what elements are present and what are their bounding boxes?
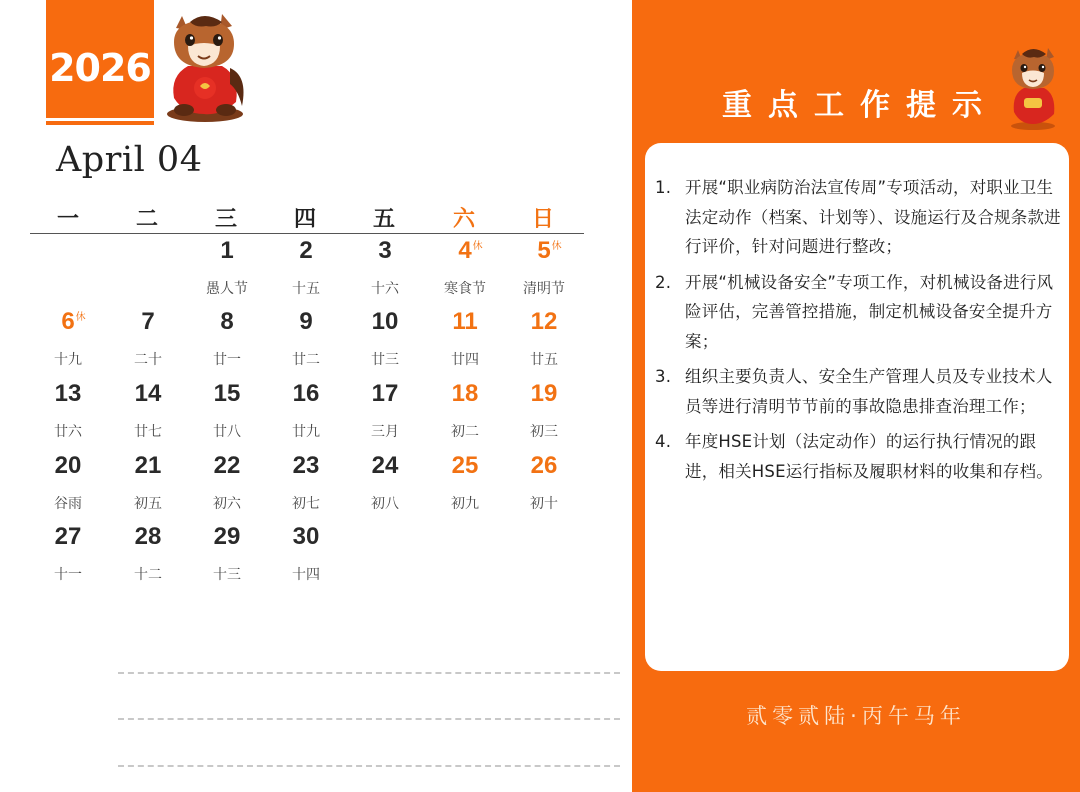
- day-cell[interactable]: [509, 236, 579, 298]
- day-number: 2: [299, 237, 313, 264]
- day-cell[interactable]: [509, 451, 579, 513]
- horse-mascot-small-icon: [1004, 42, 1062, 130]
- lunar-label: 初九: [451, 496, 479, 512]
- year-text: 2026: [49, 46, 151, 90]
- day-number: 23: [292, 452, 320, 479]
- lunar-label: 十四: [292, 567, 320, 583]
- lunar-label: 十一: [54, 567, 82, 583]
- day-cell[interactable]: [33, 522, 103, 584]
- day-cell[interactable]: [192, 236, 262, 298]
- lunar-label: 谷雨: [54, 496, 82, 512]
- day-cell[interactable]: [509, 307, 579, 369]
- day-cell[interactable]: [192, 451, 262, 513]
- year-underline: [46, 121, 154, 125]
- day-cell[interactable]: [192, 379, 262, 441]
- day-number: 13: [54, 380, 82, 407]
- day-number: 3: [378, 237, 392, 264]
- day-cell[interactable]: [192, 522, 262, 584]
- lunar-label: 清明节: [523, 281, 565, 297]
- year-badge: [46, 0, 154, 118]
- day-number: 7: [141, 308, 155, 335]
- day-number: 9: [299, 308, 313, 335]
- day-number: 24: [371, 452, 399, 479]
- lunar-label: 十五: [292, 281, 320, 297]
- rest-mark: 休: [472, 241, 483, 252]
- rest-mark: 休: [75, 312, 86, 323]
- lunar-label: 廿三: [371, 352, 399, 368]
- lunar-label: 十三: [213, 567, 241, 583]
- day-number: 8: [220, 308, 234, 335]
- day-number: 15: [213, 380, 241, 407]
- day-cell[interactable]: [192, 307, 262, 369]
- day-number: 21: [134, 452, 162, 479]
- weekday-thu: 四: [293, 207, 316, 232]
- day-cell[interactable]: [113, 522, 183, 584]
- day-cell[interactable]: [350, 236, 420, 298]
- lunar-label: 二十: [134, 352, 162, 368]
- day-number: 17: [371, 380, 399, 407]
- day-number: 10: [371, 308, 399, 335]
- tip-item: [655, 362, 1065, 421]
- day-cell: [33, 236, 103, 298]
- weekday-sun: 日: [531, 207, 554, 232]
- day-number: 6 休: [33, 307, 103, 337]
- day-cell[interactable]: [271, 451, 341, 513]
- tip-text: 开展“职业病防治法宣传周”专项活动，对职业卫生法定动作（档案、计划等）、设施运行及合规条款进行评价，针对问题进行整改；: [685, 178, 1061, 256]
- weekday-mon: 一: [56, 207, 79, 232]
- day-number: 29: [213, 523, 241, 550]
- tip-item: [655, 268, 1065, 357]
- day-number: 14: [134, 380, 162, 407]
- lunar-label: 寒食节: [444, 281, 486, 297]
- weekday-sat: 六: [452, 207, 475, 232]
- day-number: 16: [292, 380, 320, 407]
- horse-mascot-icon: [160, 6, 248, 122]
- day-cell[interactable]: [430, 236, 500, 298]
- day-cell[interactable]: [350, 451, 420, 513]
- day-number: 12: [530, 308, 558, 335]
- lunar-label: 十九: [54, 352, 82, 368]
- lunar-label: 初七: [292, 496, 320, 512]
- lunar-label: 廿九: [292, 424, 320, 440]
- lunar-label: 初二: [451, 424, 479, 440]
- day-cell[interactable]: [430, 307, 500, 369]
- day-number: 5 休: [509, 236, 579, 266]
- weekday-wed: 三: [214, 207, 237, 232]
- lunar-label: 初五: [134, 496, 162, 512]
- day-number: 22: [213, 452, 241, 479]
- lunar-label: 十二: [134, 567, 162, 583]
- lunar-label: 廿六: [54, 424, 82, 440]
- day-cell[interactable]: [271, 379, 341, 441]
- tip-text: 开展“机械设备安全”专项工作，对机械设备进行风险评估，完善管控措施，制定机械设备安全提升方案；: [685, 272, 1054, 351]
- lunar-label: 廿八: [213, 424, 241, 440]
- day-cell[interactable]: [350, 307, 420, 369]
- day-number: 19: [530, 380, 558, 407]
- day-number: 26: [530, 452, 558, 479]
- panel-footer: 贰零贰陆·丙午马年: [746, 704, 966, 728]
- lunar-label: 十六: [371, 281, 399, 297]
- tips-list: [655, 173, 1065, 492]
- day-cell[interactable]: [509, 379, 579, 441]
- day-cell[interactable]: [271, 522, 341, 584]
- lunar-label: 廿二: [292, 352, 320, 368]
- tip-number: 3.: [655, 367, 672, 386]
- day-cell[interactable]: [113, 307, 183, 369]
- lunar-label: 愚人节: [206, 281, 248, 297]
- day-cell[interactable]: [271, 307, 341, 369]
- weekday-header: [30, 202, 584, 232]
- day-cell[interactable]: [33, 451, 103, 513]
- day-number: 4 休: [430, 236, 500, 266]
- day-cell[interactable]: [271, 236, 341, 298]
- tip-text: 组织主要负责人、安全生产管理人员及专业技术人员等进行清明节节前的事故隐患排查治理工作；: [685, 367, 1053, 416]
- tip-number: 4.: [655, 432, 672, 451]
- lunar-label: 廿四: [451, 352, 479, 368]
- day-number: 20: [54, 452, 82, 479]
- day-number: 18: [451, 380, 479, 407]
- lunar-label: 初八: [371, 496, 399, 512]
- tip-item: [655, 173, 1065, 262]
- panel-title: 重点工作提示: [722, 88, 998, 123]
- tip-text: 年度HSE计划（法定动作）的运行执行情况的跟进，相关HSE运行指标及履职材料的收集和存档。: [685, 432, 1053, 481]
- tip-number: 1.: [655, 178, 672, 197]
- lunar-label: 三月: [371, 424, 399, 440]
- day-cell: [113, 236, 183, 298]
- note-line: [118, 718, 620, 720]
- day-cell[interactable]: [430, 379, 500, 441]
- lunar-label: 初六: [213, 496, 241, 512]
- note-line: [118, 765, 620, 767]
- weekday-tue: 二: [135, 207, 158, 232]
- month-title: April 04: [56, 140, 203, 180]
- day-cell[interactable]: [33, 307, 103, 369]
- day-cell[interactable]: [430, 451, 500, 513]
- day-number: 28: [134, 523, 162, 550]
- day-number: 25: [451, 452, 479, 479]
- day-cell[interactable]: [113, 451, 183, 513]
- day-number: 11: [452, 308, 478, 335]
- day-cell[interactable]: [113, 379, 183, 441]
- day-number: 30: [292, 523, 320, 550]
- weekday-fri: 五: [372, 207, 395, 232]
- lunar-label: 初三: [530, 424, 558, 440]
- weekday-divider: [30, 233, 584, 234]
- day-number: 1: [220, 237, 234, 264]
- lunar-label: 廿七: [134, 424, 162, 440]
- note-line: [118, 672, 620, 674]
- tips-card: [645, 143, 1069, 671]
- lunar-label: 廿一: [213, 352, 241, 368]
- day-cell[interactable]: [350, 379, 420, 441]
- rest-mark: 休: [551, 241, 562, 252]
- lunar-label: 廿五: [530, 352, 558, 368]
- lunar-label: 初十: [530, 496, 558, 512]
- tip-number: 2.: [655, 272, 672, 292]
- day-number: 27: [54, 523, 82, 550]
- tip-item: [655, 427, 1065, 486]
- day-cell[interactable]: [33, 379, 103, 441]
